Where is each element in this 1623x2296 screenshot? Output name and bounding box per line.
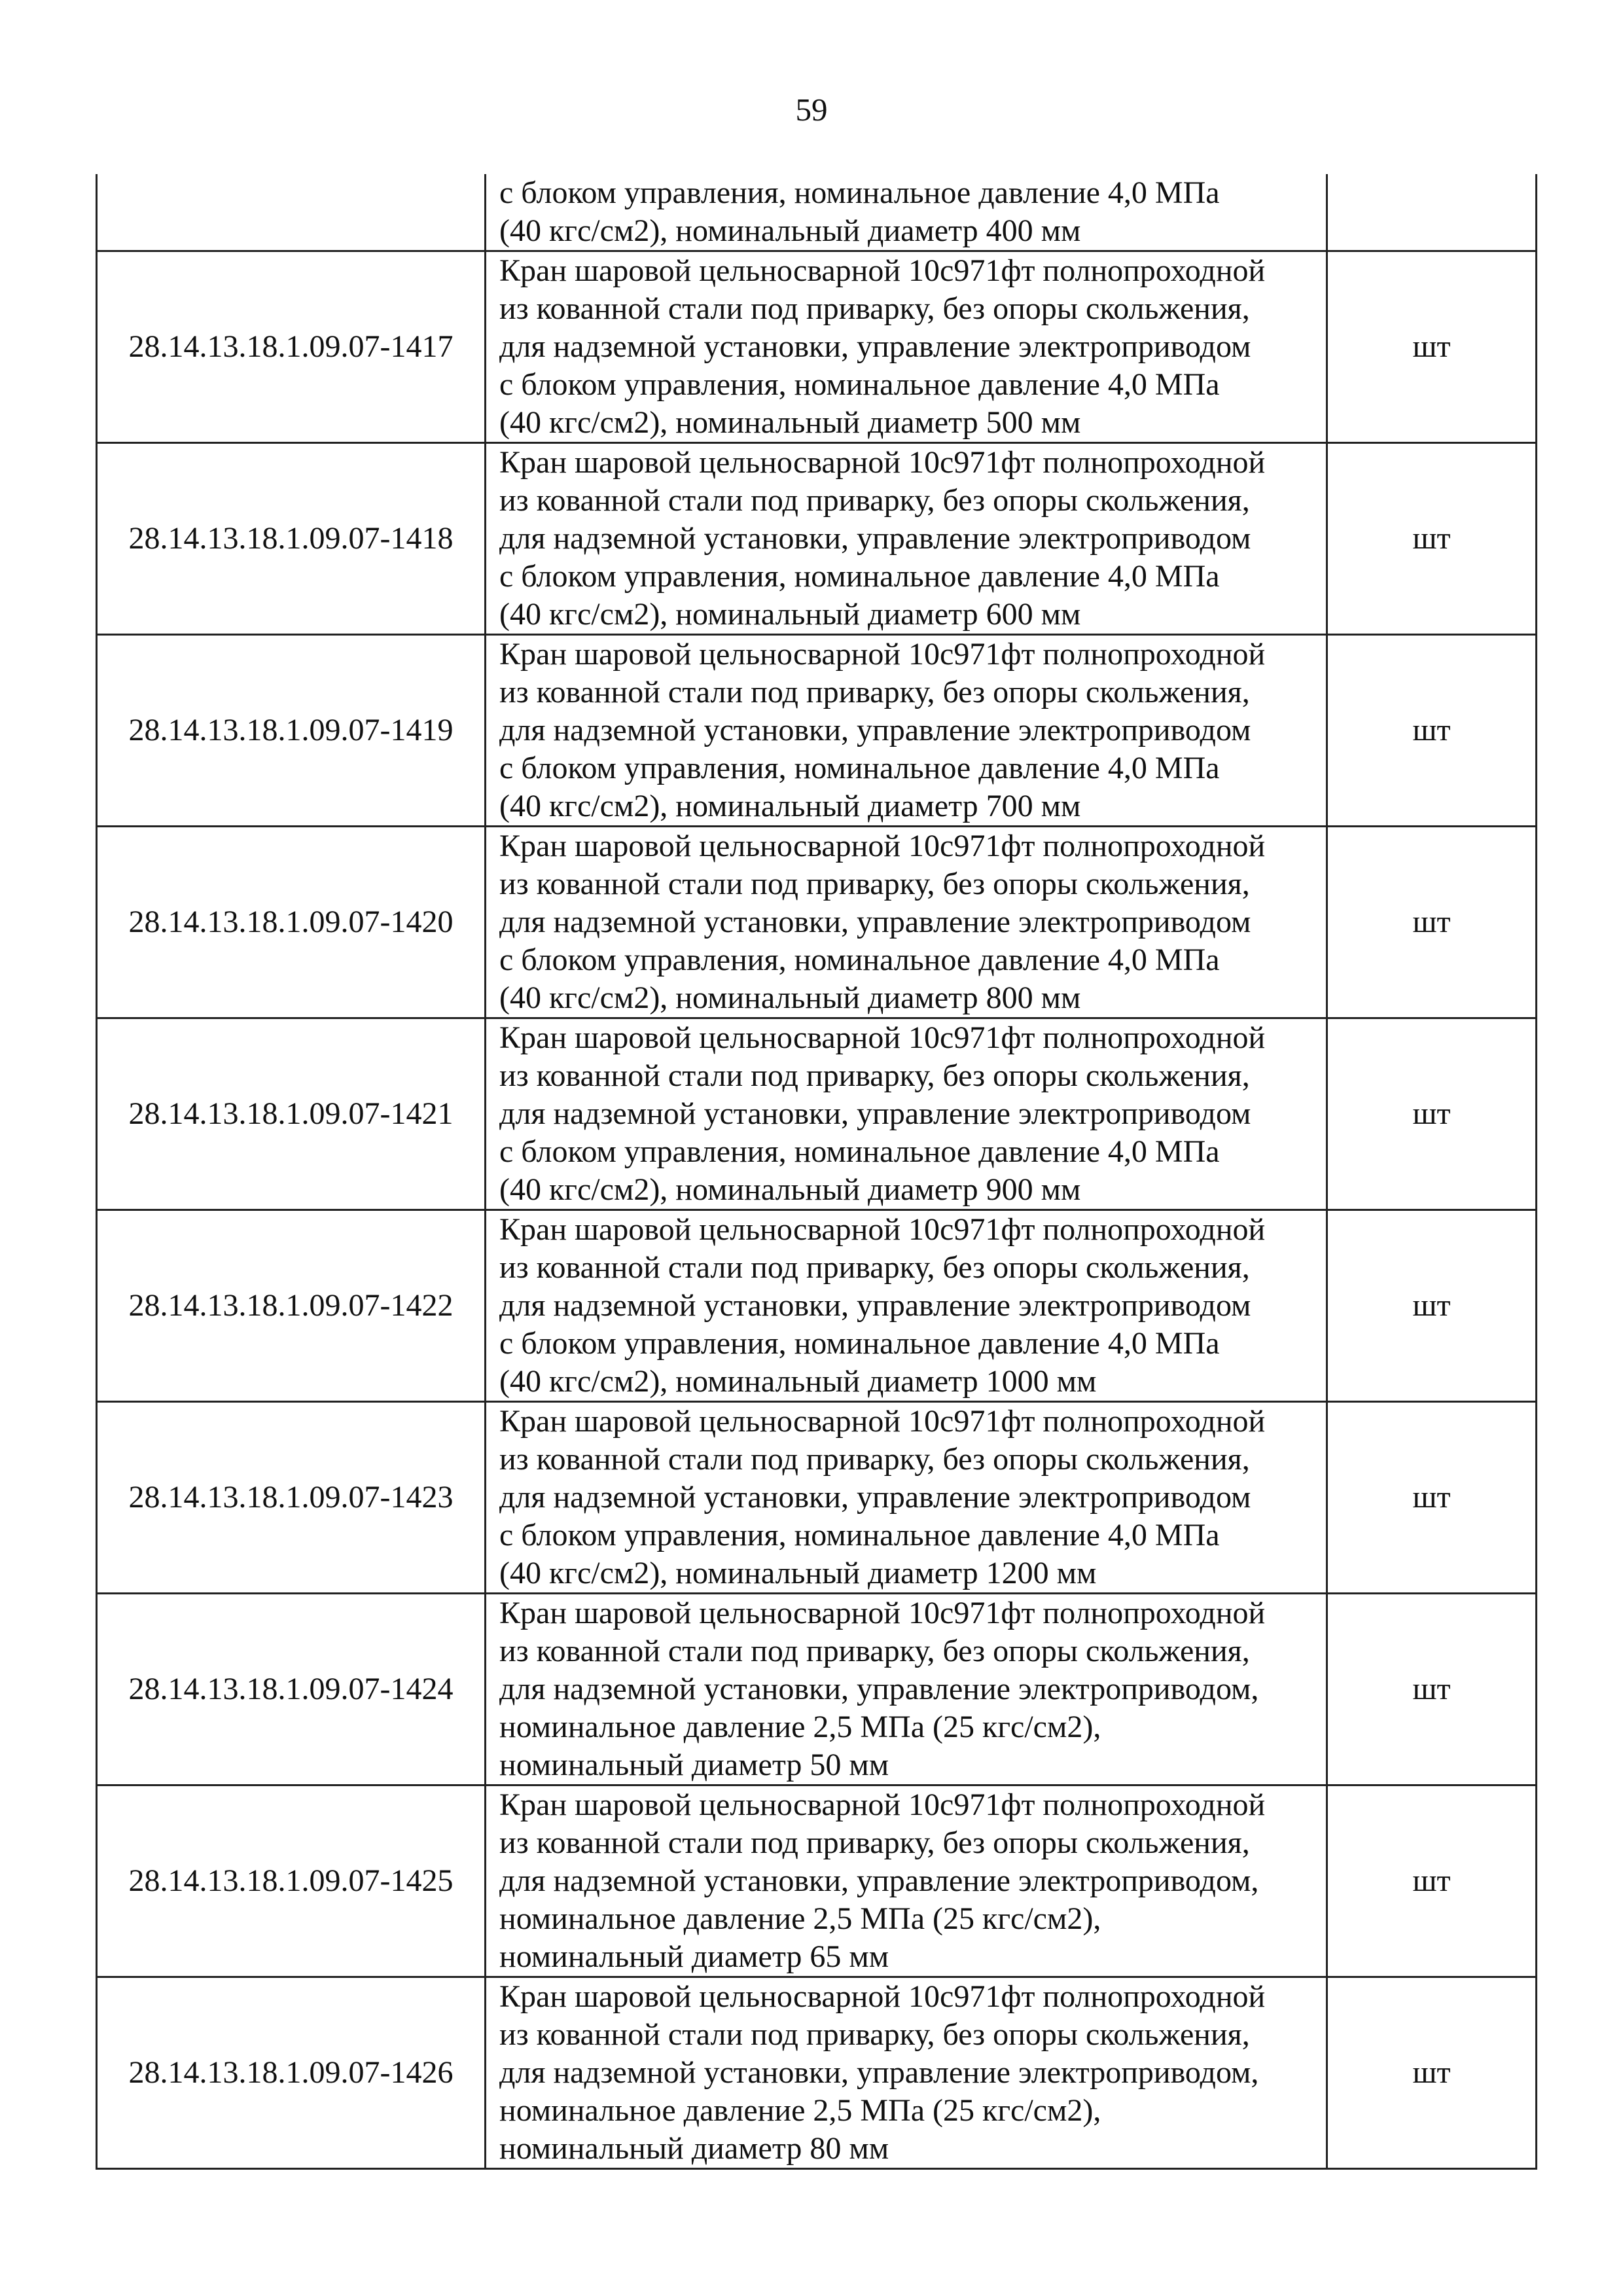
description-cell [486,1018,1327,1210]
description-line: номинальное давление 2,5 МПа (25 кгс/см2), [499,2093,1101,2128]
code-cell: 28.14.13.18.1.09.07-1419 [97,635,486,827]
unit-cell: шт [1327,251,1537,443]
description-line: (40 кгс/см2), номинальный диаметр 700 мм [499,789,1081,823]
code-cell: 28.14.13.18.1.09.07-1420 [97,827,486,1018]
description-line: Кран шаровой цельносварной 10с971фт полнопроходной [499,829,1266,863]
description-line: для надземной установки, управление электроприводом [499,713,1251,747]
table-row [97,1785,1537,1977]
description-line: из кованной стали под приварку, без опоры скольжения, [499,675,1250,709]
description-cell [486,1785,1327,1977]
description-line: с блоком управления, номинальное давление 4,0 МПа [499,175,1220,210]
code-cell: 28.14.13.18.1.09.07-1421 [97,1018,486,1210]
table-row [97,1018,1537,1210]
description-line: Кран шаровой цельносварной 10с971фт полнопроходной [499,1787,1266,1822]
description-line: Кран шаровой цельносварной 10с971фт полнопроходной [499,1596,1266,1630]
description-cell [486,251,1327,443]
description-line: с блоком управления, номинальное давление 4,0 МПа [499,942,1220,977]
code-cell: 28.14.13.18.1.09.07-1426 [97,1977,486,2169]
code-cell [97,174,486,251]
description-line: Кран шаровой цельносварной 10с971фт полнопроходной [499,445,1266,480]
description-line: для надземной установки, управление электроприводом, [499,2055,1259,2090]
description-line: для надземной установки, управление электроприводом, [499,1863,1259,1898]
description-line: для надземной установки, управление электроприводом [499,1288,1251,1323]
description-line: для надземной установки, управление электроприводом [499,329,1251,364]
unit-cell: шт [1327,827,1537,1018]
code-cell: 28.14.13.18.1.09.07-1417 [97,251,486,443]
description-line: из кованной стали под приварку, без опоры скольжения, [499,1250,1250,1285]
description-line: Кран шаровой цельносварной 10с971фт полнопроходной [499,1212,1266,1247]
description-line: для надземной установки, управление электроприводом [499,905,1251,939]
page-number: 59 [795,92,828,128]
description-cell [486,1594,1327,1785]
unit-cell: шт [1327,1785,1537,1977]
description-line: (40 кгс/см2), номинальный диаметр 600 мм [499,597,1081,632]
description-line: из кованной стали под приварку, без опоры скольжения, [499,1825,1250,1860]
description-line: из кованной стали под приварку, без опоры скольжения, [499,1058,1250,1093]
description-cell [486,443,1327,635]
description-line: номинальное давление 2,5 МПа (25 кгс/см2), [499,1710,1101,1744]
table-row [97,1210,1537,1402]
description-line: (40 кгс/см2), номинальный диаметр 1200 мм [499,1556,1097,1590]
table-row [97,1594,1537,1785]
description-line: (40 кгс/см2), номинальный диаметр 500 мм [499,405,1081,440]
description-line: с блоком управления, номинальное давление 4,0 МПа [499,1518,1220,1552]
table-row [97,827,1537,1018]
unit-cell: шт [1327,1594,1537,1785]
description-line: Кран шаровой цельносварной 10с971фт полнопроходной [499,253,1266,288]
description-line: для надземной установки, управление электроприводом [499,1096,1251,1131]
resource-table [96,174,1537,2170]
description-line: с блоком управления, номинальное давление 4,0 МПа [499,1134,1220,1169]
description-line: (40 кгс/см2), номинальный диаметр 800 мм [499,980,1081,1015]
description-line: из кованной стали под приварку, без опоры скольжения, [499,1442,1250,1477]
description-cell [486,1210,1327,1402]
description-cell [486,1977,1327,2169]
description-line: (40 кгс/см2), номинальный диаметр 400 мм [499,213,1081,248]
description-line: номинальный диаметр 50 мм [499,1748,889,1782]
description-line: из кованной стали под приварку, без опоры скольжения, [499,291,1250,326]
description-line: из кованной стали под приварку, без опоры скольжения, [499,2017,1250,2052]
description-line: для надземной установки, управление электроприводом, [499,1672,1259,1706]
description-line: с блоком управления, номинальное давление 4,0 МПа [499,751,1220,785]
description-line: Кран шаровой цельносварной 10с971фт полнопроходной [499,1020,1266,1055]
unit-cell: шт [1327,443,1537,635]
unit-cell: шт [1327,1210,1537,1402]
description-line: Кран шаровой цельносварной 10с971фт полнопроходной [499,1404,1266,1439]
description-line: (40 кгс/см2), номинальный диаметр 900 мм [499,1172,1081,1207]
description-line: номинальный диаметр 65 мм [499,1939,889,1974]
description-cell [486,827,1327,1018]
unit-cell [1327,174,1537,251]
description-line: Кран шаровой цельносварной 10с971фт полнопроходной [499,1979,1266,2014]
table-row-continuation [97,174,1537,251]
description-line: с блоком управления, номинальное давление 4,0 МПа [499,1326,1220,1361]
unit-cell: шт [1327,1018,1537,1210]
description-line: номинальный диаметр 80 мм [499,2131,889,2166]
table-row [97,443,1537,635]
description-cell [486,635,1327,827]
description-line: из кованной стали под приварку, без опоры скольжения, [499,483,1250,518]
description-cell [486,1402,1327,1594]
unit-cell: шт [1327,1402,1537,1594]
description-line: для надземной установки, управление электроприводом [499,521,1251,556]
description-line: из кованной стали под приварку, без опоры скольжения, [499,867,1250,901]
unit-cell: шт [1327,635,1537,827]
description-line: для надземной установки, управление электроприводом [499,1480,1251,1515]
unit-cell: шт [1327,1977,1537,2169]
description-cell [486,174,1327,251]
description-line: с блоком управления, номинальное давление 4,0 МПа [499,559,1220,594]
table-row [97,251,1537,443]
code-cell: 28.14.13.18.1.09.07-1425 [97,1785,486,1977]
table-row [97,1977,1537,2169]
table-row [97,635,1537,827]
code-cell: 28.14.13.18.1.09.07-1423 [97,1402,486,1594]
description-line: из кованной стали под приварку, без опоры скольжения, [499,1634,1250,1668]
code-cell: 28.14.13.18.1.09.07-1418 [97,443,486,635]
code-cell: 28.14.13.18.1.09.07-1424 [97,1594,486,1785]
description-line: номинальное давление 2,5 МПа (25 кгс/см2), [499,1901,1101,1936]
description-line: (40 кгс/см2), номинальный диаметр 1000 мм [499,1364,1097,1399]
code-cell: 28.14.13.18.1.09.07-1422 [97,1210,486,1402]
table-row [97,1402,1537,1594]
description-line: Кран шаровой цельносварной 10с971фт полнопроходной [499,637,1266,672]
description-line: с блоком управления, номинальное давление 4,0 МПа [499,367,1220,402]
